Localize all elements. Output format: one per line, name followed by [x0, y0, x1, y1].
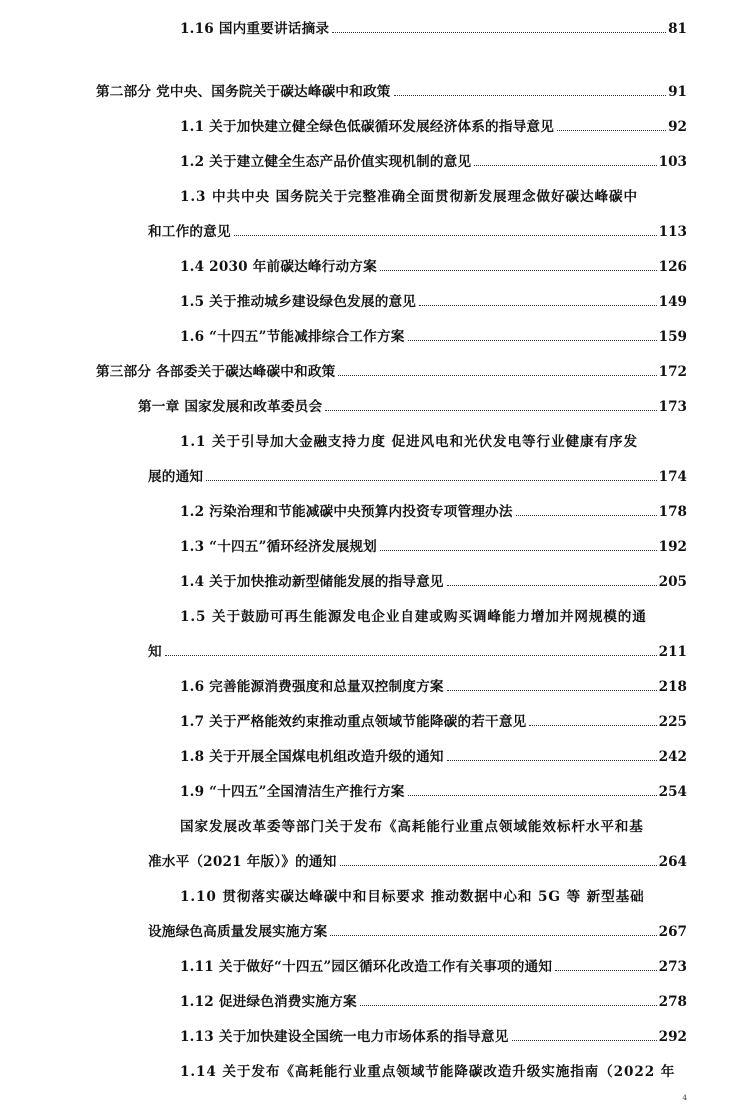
toc-entry[interactable]	[180, 256, 687, 278]
dot-leader	[447, 759, 657, 761]
toc-entry-page: 178	[658, 504, 687, 520]
toc-entry-title: 第三部分 各部委关于碳达峰碳中和政策	[96, 364, 336, 380]
toc-entry-title: 1.4 关于加快推动新型储能发展的指导意见	[180, 574, 444, 590]
dot-leader	[529, 724, 656, 726]
toc-entry[interactable]	[180, 711, 687, 733]
toc-entry[interactable]	[180, 326, 687, 348]
toc-entry-wrapped[interactable]	[180, 186, 687, 208]
toc-entry-title: 设施绿色高质量发展实施方案	[148, 924, 328, 940]
toc-entry-page: 192	[658, 539, 687, 555]
dot-leader	[474, 164, 656, 166]
toc-entry-page: 113	[658, 224, 687, 240]
dot-leader	[330, 934, 656, 936]
toc-entry-wrapped[interactable]	[180, 1061, 687, 1083]
dot-leader	[394, 94, 666, 96]
dot-leader	[234, 234, 657, 236]
toc-entry[interactable]	[180, 536, 687, 558]
toc-entry-title: 展的通知	[148, 469, 204, 485]
dot-leader	[447, 689, 657, 691]
toc-entry-title: 知	[148, 644, 162, 660]
toc-part-heading[interactable]	[96, 361, 687, 383]
toc-entry-wrapped[interactable]	[180, 431, 687, 453]
toc-entry[interactable]	[180, 291, 687, 313]
toc-entry-page: 173	[658, 399, 687, 415]
dot-leader	[380, 269, 657, 271]
toc-chapter-heading[interactable]	[138, 396, 687, 418]
toc-entry-title: 1.7 关于严格能效约束推动重点领域节能降碳的若干意见	[180, 714, 527, 730]
toc-entry-title: 和工作的意见	[148, 224, 231, 240]
toc-entry-continuation[interactable]	[148, 851, 687, 873]
dot-leader	[325, 409, 656, 411]
toc-entry-title: 国家发展改革委等部门关于发布《高耗能行业重点领域能效标杆水平和基	[180, 819, 644, 835]
toc-entry-title: 1.8 关于开展全国煤电机组改造升级的通知	[180, 749, 444, 765]
toc-entry-title: 第一章 国家发展和改革委员会	[138, 399, 323, 415]
toc-entry-title: 准水平（2021 年版）》的通知	[148, 854, 337, 870]
footer-page-number: 4	[682, 1094, 687, 1102]
toc-entry-title: 1.2 关于建立健全生态产品价值实现机制的意见	[180, 154, 472, 170]
dot-leader	[512, 1039, 657, 1041]
toc-entry-page: 211	[658, 644, 687, 660]
dot-leader	[338, 374, 656, 376]
toc-entry-page: 292	[658, 1029, 687, 1045]
toc-entry-continuation[interactable]	[148, 641, 687, 663]
toc-entry-title: 1.11 关于做好“十四五”园区循环化改造工作有关事项的通知	[180, 959, 553, 975]
toc-entry-page: 254	[658, 784, 687, 800]
dot-leader	[408, 339, 657, 341]
toc-entry-title: 1.13 关于加快建设全国统一电力市场体系的指导意见	[180, 1029, 509, 1045]
dot-leader	[447, 584, 657, 586]
toc-entry-title: 1.6 完善能源消费强度和总量双控制度方案	[180, 679, 444, 695]
dot-leader	[332, 31, 666, 33]
toc-entry-title: 1.4 2030 年前碳达峰行动方案	[180, 259, 377, 275]
toc-entry[interactable]	[180, 956, 687, 978]
toc-entry-title: 1.3 中共中央 国务院关于完整准确全面贯彻新发展理念做好碳达峰碳中	[180, 189, 638, 205]
toc-entry-continuation[interactable]	[148, 221, 687, 243]
toc-entry-title: 1.2 污染治理和节能减碳中央预算内投资专项管理办法	[180, 504, 513, 520]
toc-entry-page: 218	[658, 679, 687, 695]
toc-entry-title: 1.5 关于推动城乡建设绿色发展的意见	[180, 294, 417, 310]
dot-leader	[516, 514, 657, 516]
dot-leader	[419, 304, 657, 306]
toc-entry[interactable]	[180, 746, 687, 768]
toc-entry[interactable]	[180, 676, 687, 698]
toc-entry-continuation[interactable]	[148, 466, 687, 488]
toc-entry-wrapped[interactable]	[180, 886, 687, 908]
dot-leader	[557, 129, 666, 131]
toc-entry[interactable]	[180, 18, 687, 40]
toc-entry-title: 1.9 “十四五”全国清洁生产推行方案	[180, 784, 405, 800]
dot-leader	[206, 479, 656, 481]
toc-entry-title: 1.14 关于发布《高耗能行业重点领域节能降碳改造升级实施指南（2022 年	[180, 1064, 676, 1080]
toc-entry-page: 267	[658, 924, 687, 940]
toc-part-heading[interactable]	[96, 81, 687, 103]
toc-entry-page: 205	[658, 574, 687, 590]
toc-entry-title: 1.5 关于鼓励可再生能源发电企业自建或购买调峰能力增加并网规模的通	[180, 609, 647, 625]
toc-entry-title: 1.10 贯彻落实碳达峰碳中和目标要求 推动数据中心和 5G 等 新型基础	[180, 889, 645, 905]
toc-entry-continuation[interactable]	[148, 921, 687, 943]
toc-entry-page: 273	[658, 959, 687, 975]
toc-entry-page: 91	[668, 84, 687, 100]
toc-entry[interactable]	[180, 151, 687, 173]
toc-entry-title: 1.1 关于加快建立健全绿色低碳循环发展经济体系的指导意见	[180, 119, 555, 135]
toc-entry-page: 126	[658, 259, 687, 275]
toc-entry[interactable]	[180, 1026, 687, 1048]
toc-entry-page: 172	[658, 364, 687, 380]
dot-leader	[360, 1004, 657, 1006]
toc-entry-page: 81	[668, 21, 687, 37]
dot-leader	[555, 969, 656, 971]
dot-leader	[380, 549, 657, 551]
toc-entry-wrapped[interactable]	[180, 606, 687, 628]
toc-entry-page: 242	[658, 749, 687, 765]
toc-entry[interactable]	[180, 991, 687, 1013]
toc-entry-page: 278	[658, 994, 687, 1010]
toc-entry-page: 103	[658, 154, 687, 170]
toc-entry-title: 1.1 关于引导加大金融支持力度 促进风电和光伏发电等行业健康有序发	[180, 434, 638, 450]
dot-leader	[165, 654, 657, 656]
toc-entry-wrapped[interactable]	[180, 816, 687, 838]
toc-entry[interactable]	[180, 781, 687, 803]
toc-entry[interactable]	[180, 571, 687, 593]
toc-entry-title: 1.12 促进绿色消费实施方案	[180, 994, 357, 1010]
toc-entry-title: 1.3 “十四五”循环经济发展规划	[180, 539, 377, 555]
toc-entry-page: 225	[658, 714, 687, 730]
toc-entry-page: 264	[658, 854, 687, 870]
toc-entry-title: 第二部分 党中央、国务院关于碳达峰碳中和政策	[96, 84, 391, 100]
toc-entry-page: 149	[658, 294, 687, 310]
toc-entry-title: 1.16 国内重要讲话摘录	[180, 21, 330, 37]
dot-leader	[408, 794, 657, 796]
toc-entry-page: 159	[658, 329, 687, 345]
toc-entry-title: 1.6 “十四五”节能减排综合工作方案	[180, 329, 405, 345]
dot-leader	[340, 864, 657, 866]
toc-entry-page: 174	[658, 469, 687, 485]
toc-entry[interactable]	[180, 501, 687, 523]
toc-entry[interactable]	[180, 116, 687, 138]
toc-entry-page: 92	[668, 119, 687, 135]
